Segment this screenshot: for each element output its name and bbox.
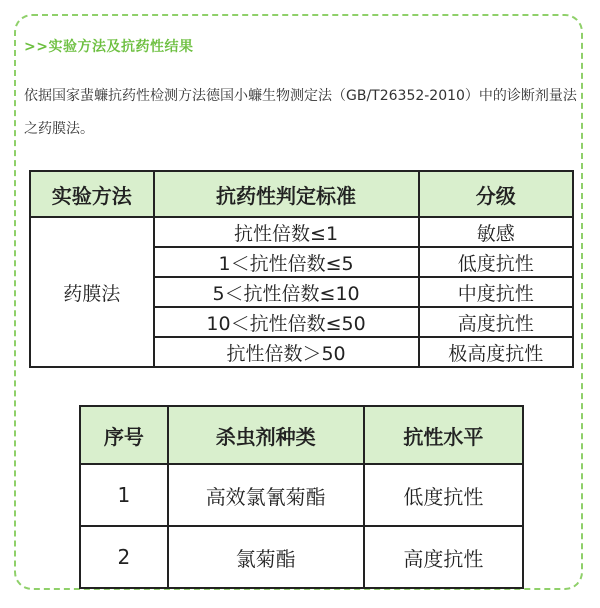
number-cell: 2 [80,526,168,588]
grade-cell: 低度抗性 [419,247,573,277]
grade-cell: 中度抗性 [419,277,573,307]
table-row [80,526,523,588]
criterion-cell: 抗性倍数＞50 [154,337,419,367]
header-cell: 分级 [419,171,573,217]
level-cell: 高度抗性 [364,526,523,588]
header-cell: 抗性水平 [364,406,523,464]
insecticide-resistance-table [79,405,524,589]
criterion-cell: 10＜抗性倍数≤50 [154,307,419,337]
header-cell: 序号 [80,406,168,464]
header-cell: 抗药性判定标准 [154,171,419,217]
level-cell: 低度抗性 [364,464,523,526]
criterion-cell: 1＜抗性倍数≤5 [154,247,419,277]
table-row [80,464,523,526]
criterion-cell: 5＜抗性倍数≤10 [154,277,419,307]
table-row [30,217,573,247]
intro-paragraph: 依据国家蜚蠊抗药性检测方法德国小蠊生物测定法（GB/T26352-2010）中的诊断剂量法之药膜法。 [24,88,577,137]
resistance-criteria-table [29,170,574,368]
grade-cell: 敏感 [419,217,573,247]
section-title: >>实验方法及抗药性结果 [24,39,194,55]
grade-cell: 极高度抗性 [419,337,573,367]
header-cell: 杀虫剂种类 [168,406,364,464]
grade-cell: 高度抗性 [419,307,573,337]
criterion-cell: 抗性倍数≤1 [154,217,419,247]
header-cell: 实验方法 [30,171,154,217]
method-cell: 药膜法 [30,217,154,367]
table-header-row [80,406,523,464]
table-header-row [30,171,573,217]
insecticide-cell: 高效氯氰菊酯 [168,464,364,526]
insecticide-cell: 氯菊酯 [168,526,364,588]
number-cell: 1 [80,464,168,526]
